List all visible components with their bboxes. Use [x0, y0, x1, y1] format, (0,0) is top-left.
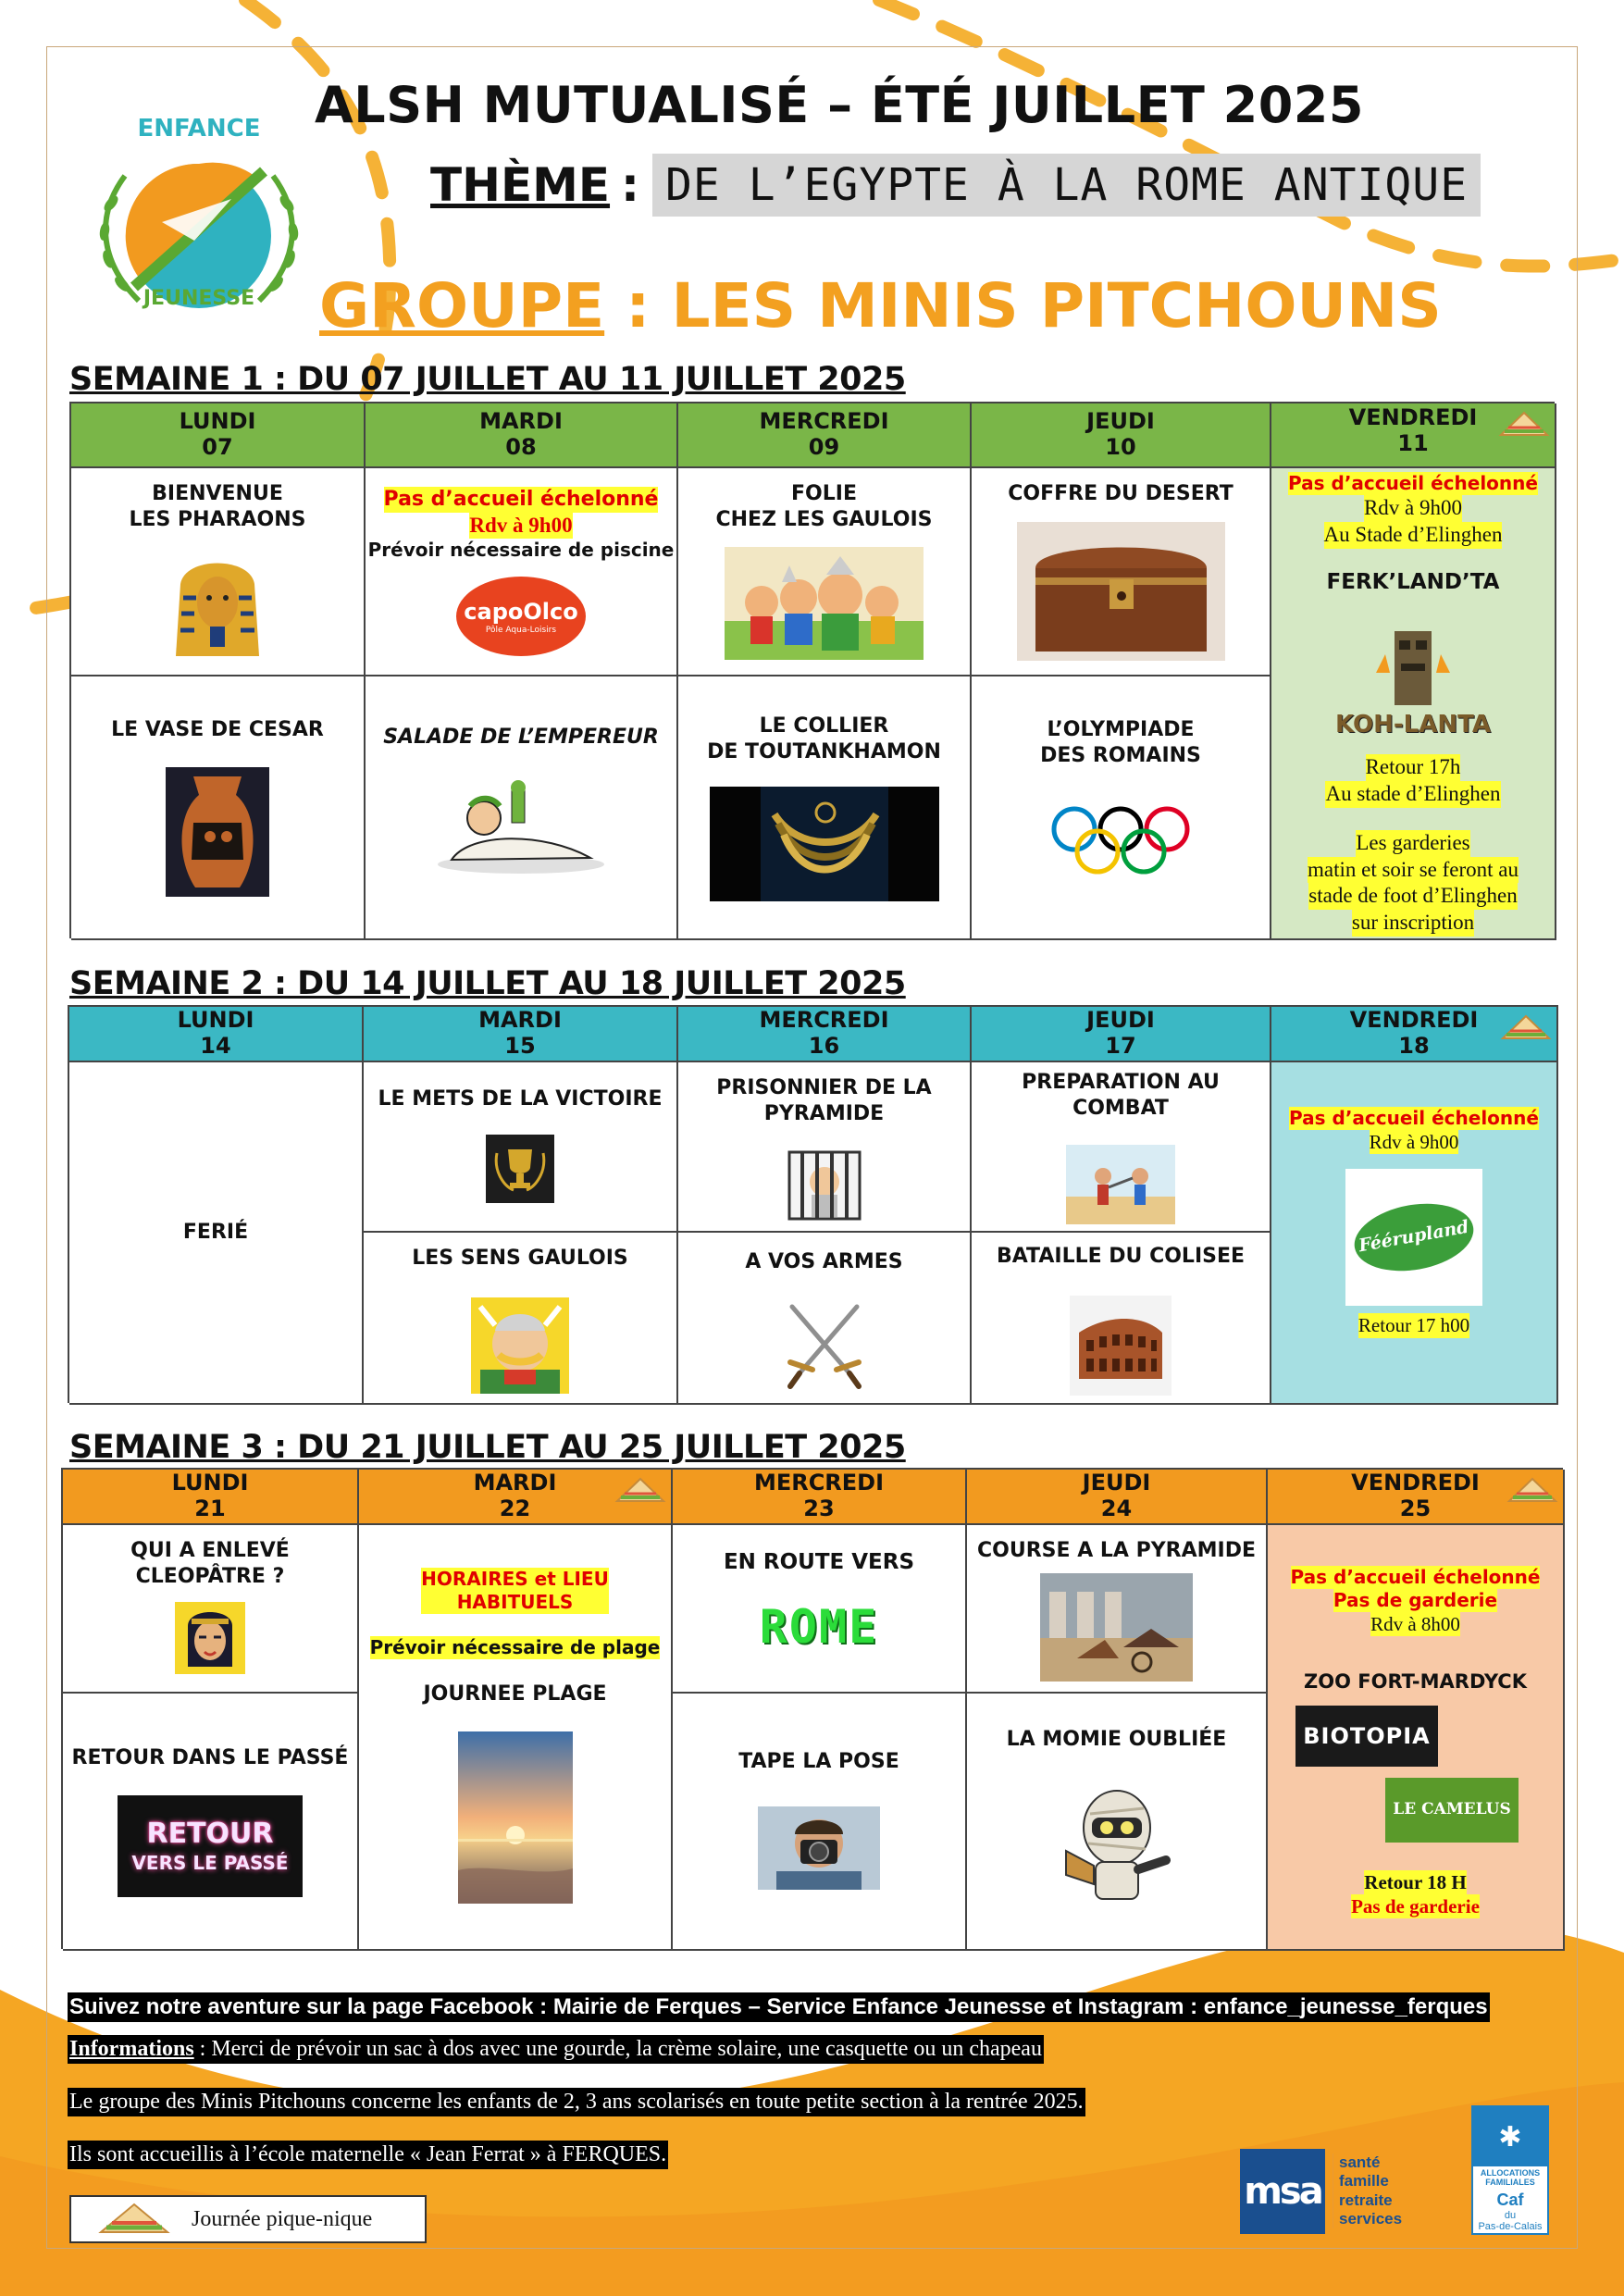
day-header-jeudi: JEUDI 10: [972, 403, 1271, 468]
logo-bottom-text: JEUNESSE: [143, 287, 255, 310]
picnic-sandwich-icon: [95, 2199, 173, 2240]
activity-title: PREPARATION AU COMBAT: [1022, 1071, 1220, 1120]
day-header-jeudi: JEUDI 17: [972, 1007, 1271, 1062]
asterix-icon: [471, 1297, 569, 1394]
activity-cell: [71, 676, 366, 940]
caf-logo: [1471, 2105, 1549, 2235]
friday-cell-week2: [1271, 1062, 1558, 1405]
caf-du: du: [1504, 2209, 1517, 2221]
activity-title: PRISONNIER DE LA PYRAMIDE: [716, 1076, 932, 1125]
activity-cell: [967, 1525, 1268, 1694]
activity-cell: [972, 468, 1271, 676]
activity-title: QUI A ENLEVÉ CLEOPÂTRE ?: [130, 1539, 290, 1588]
week1-table: [69, 402, 1555, 938]
main-title: ALSH MUTUALISÉ – ÉTÉ JUILLET 2025: [315, 76, 1364, 134]
olympic-rings-icon: [1050, 805, 1191, 875]
informations-line: [68, 2035, 1044, 2064]
capoolco-logo: capoOlco Pôle Aqua-Loisirs: [456, 577, 586, 656]
activity-cell: [678, 1233, 972, 1405]
cleopatra-icon: [175, 1602, 245, 1674]
colosseum-icon: [1070, 1296, 1172, 1396]
day-header-vendredi: VENDREDI 11: [1271, 403, 1556, 468]
treasure-chest-icon: [1017, 522, 1225, 661]
note-accueil: Pas d’accueil échelonné: [383, 488, 659, 511]
friday-garderie-4: sur inscription: [1352, 910, 1474, 937]
activity-cell: [972, 676, 1271, 940]
activity-title: LE VASE DE CESAR: [111, 718, 324, 741]
msa-tagline: santé famille retraite services: [1333, 2153, 1402, 2229]
totem-icon: [1371, 627, 1455, 710]
friday-retour: Retour 17 h00: [1357, 1314, 1470, 1337]
photographer-icon: [758, 1806, 880, 1890]
feerupland-logo: Féérupland: [1345, 1169, 1482, 1306]
activity-title: COURSE A LA PYRAMIDE: [977, 1539, 1256, 1562]
gaulois-illustration-icon: [725, 547, 924, 660]
friday-note-garderie: Pas de garderie: [1333, 1589, 1498, 1611]
activity-cell: [71, 468, 366, 676]
activity-cell: [364, 1062, 678, 1233]
day-header-mardi: MARDI 22: [359, 1470, 673, 1525]
activity-cell: [63, 1694, 359, 1951]
caf-allocations: ALLOCATIONS FAMILIALES: [1480, 2168, 1541, 2187]
activity-title: LA MOMIE OUBLIÉE: [1006, 1728, 1227, 1751]
day-header-lundi: LUNDI 07: [71, 403, 366, 468]
day-header-mardi: MARDI 15: [364, 1007, 678, 1062]
friday-retour-lieu: Au stade d’Elinghen: [1325, 781, 1500, 808]
emperor-salad-icon: [433, 776, 609, 878]
day-header-mercredi: MERCREDI 23: [673, 1470, 967, 1525]
activity-cell-mardi: [366, 468, 678, 676]
friday-retour: Retour 17h: [1366, 754, 1461, 781]
activity-title: BATAILLE DU COLISEE: [996, 1245, 1246, 1268]
group-label: GROUPE: [319, 270, 605, 341]
group-age-line: Le groupe des Minis Pitchouns concerne les enfants de 2, 3 ans scolarisés en toute petite section à la rentrée 2025.: [68, 2088, 1085, 2116]
horaires-note: HORAIRES et LIEU HABITUELS: [421, 1568, 609, 1613]
caf-name: Caf: [1496, 2190, 1524, 2209]
chariot-race-icon: [1040, 1573, 1193, 1682]
activity-cell: [673, 1694, 967, 1951]
activity-title: EN ROUTE VERS: [723, 1550, 915, 1574]
logo-top-text: ENFANCE: [137, 115, 261, 143]
mummy-icon: [1057, 1777, 1177, 1906]
group-value: : LES MINIS PITCHOUNS: [604, 270, 1442, 341]
day-header-vendredi: VENDREDI 25: [1268, 1470, 1565, 1525]
activity-title: COFFRE DU DESERT: [1008, 482, 1233, 505]
prisoner-icon: [787, 1150, 862, 1221]
day-header-jeudi: JEUDI 24: [967, 1470, 1268, 1525]
friday-cell-week1: [1271, 468, 1556, 940]
picnic-sandwich-icon: [1499, 1012, 1553, 1044]
beach-sunset-icon: [458, 1731, 573, 1904]
beach-day-cell: [359, 1525, 673, 1951]
friday-garderie-1: Les garderies: [1356, 830, 1469, 857]
social-media-banner: Suivez notre aventure sur la page Facebook : Mairie de Ferques – Service Enfance Jeunesse et Instagram : enfance_jeunesse_ferques: [68, 1992, 1490, 2022]
friday-title: FERK’LAND’TA: [1326, 569, 1500, 594]
week3-title: SEMAINE 3 : DU 21 JUILLET AU 25 JUILLET 2025: [69, 1429, 906, 1466]
day-header-lundi: LUNDI 21: [63, 1470, 359, 1525]
week2-title: SEMAINE 2 : DU 14 JUILLET AU 18 JUILLET 2025: [69, 965, 906, 1002]
day-header-lundi: LUNDI 14: [69, 1007, 364, 1062]
biotopia-logo: BIOTOPIA: [1295, 1706, 1438, 1767]
activity-cell: [673, 1525, 967, 1694]
activity-title: SALADE DE L’EMPEREUR: [383, 726, 659, 749]
day-header-mardi: MARDI 08: [366, 403, 678, 468]
friday-retour: Retour 18 H: [1364, 1870, 1467, 1893]
picnic-sandwich-icon: [1497, 409, 1551, 441]
friday-no-garderie: Pas de garderie: [1351, 1894, 1480, 1917]
msa-mark: msa: [1240, 2149, 1325, 2234]
legend-box: [69, 2195, 427, 2243]
picnic-sandwich-icon: [614, 1475, 667, 1507]
theme-colon: :: [621, 158, 640, 212]
legend-label: Journée pique-nique: [192, 2206, 373, 2231]
week1-title: SEMAINE 1 : DU 07 JUILLET AU 11 JUILLET 2025: [69, 361, 906, 398]
greek-vase-icon: [166, 767, 269, 897]
friday-note-accueil: Pas d’accueil échelonné: [1288, 472, 1538, 494]
activity-cell: [678, 676, 972, 940]
friday-note-accueil: Pas d’accueil échelonné: [1290, 1566, 1541, 1588]
crossed-swords-icon: [783, 1299, 866, 1390]
activity-title: A VOS ARMES: [745, 1250, 903, 1273]
holiday-label: FERIÉ: [182, 1221, 249, 1245]
activity-title: LE METS DE LA VICTOIRE: [378, 1087, 663, 1111]
caf-emblem-icon: ✱: [1473, 2107, 1547, 2166]
activity-title: LE COLLIER DE TOUTANKHAMON: [707, 714, 941, 763]
friday-garderie-3: stade de foot d’Elinghen: [1308, 883, 1517, 910]
informations-label: Informations: [69, 2037, 194, 2061]
rome-word-icon: ROME: [759, 1599, 879, 1654]
week3-table: [61, 1468, 1563, 1949]
plage-note: Prévoir nécessaire de plage: [369, 1636, 661, 1658]
note-piscine: Prévoir nécessaire de piscine: [367, 539, 675, 562]
friday-rdv: Rdv à 9h00: [1364, 495, 1462, 522]
school-line: Ils sont accueillis à l’école maternelle « Jean Ferrat » à FERQUES.: [68, 2141, 668, 2169]
egyptian-necklace-icon: [710, 787, 939, 901]
theme-value: DE L’EGYPTE À LA ROME ANTIQUE: [652, 154, 1481, 217]
day-header-mercredi: MERCREDI 16: [678, 1007, 972, 1062]
holiday-cell: [69, 1062, 364, 1405]
activity-cell: [678, 468, 972, 676]
theme-label: THÈME: [430, 158, 611, 212]
theme-row: [430, 143, 1481, 227]
activity-title: L’OLYMPIADE DES ROMAINS: [1040, 718, 1201, 767]
msa-logo: [1240, 2147, 1425, 2235]
friday-cell-week3: [1268, 1525, 1565, 1951]
activity-title: BIENVENUE LES PHARAONS: [129, 482, 306, 531]
friday-rdv: Rdv à 8h00: [1370, 1613, 1460, 1635]
activity-cell: [364, 1233, 678, 1405]
activity-title: RETOUR DANS LE PASSÉ: [71, 1746, 349, 1769]
friday-rdv: Rdv à 9h00: [1369, 1131, 1459, 1153]
activity-title: TAPE LA POSE: [738, 1750, 899, 1773]
activity-title: LES SENS GAULOIS: [412, 1247, 628, 1270]
picnic-sandwich-icon: [1506, 1475, 1559, 1507]
caf-department: Pas-de-Calais: [1478, 2220, 1543, 2232]
friday-note-accueil: Pas d’accueil échelonné: [1289, 1107, 1539, 1129]
friday-garderie-2: matin et soir se feront au: [1308, 857, 1519, 884]
beach-day-title: JOURNEE PLAGE: [423, 1682, 607, 1706]
activity-cell: [366, 676, 678, 940]
activity-cell: [972, 1233, 1271, 1405]
group-title: [319, 270, 1442, 341]
gladiator-training-icon: [1066, 1145, 1175, 1224]
activity-cell: [972, 1062, 1271, 1233]
activity-cell: [678, 1062, 972, 1233]
le-camelus-logo: LE CAMELUS: [1385, 1778, 1519, 1843]
friday-title: ZOO FORT-MARDYCK: [1304, 1670, 1527, 1694]
retour-vers-le-passe-logo: RETOUR VERS LE PASSÉ: [118, 1795, 303, 1897]
friday-lieu: Au Stade d’Elinghen: [1324, 522, 1503, 549]
enfance-jeunesse-logo: [83, 111, 315, 324]
pharaoh-mask-icon: [167, 547, 268, 656]
week2-table: [68, 1005, 1558, 1403]
trophy-icon: [486, 1135, 554, 1203]
day-header-vendredi: VENDREDI 18: [1271, 1007, 1558, 1062]
note-rdv: Rdv à 9h00: [469, 513, 572, 540]
koh-lanta-logo: KOH-LANTA: [1334, 610, 1492, 739]
activity-cell: [967, 1694, 1268, 1951]
activity-title: FOLIE CHEZ LES GAULOIS: [715, 482, 933, 531]
day-header-mercredi: MERCREDI 09: [678, 403, 972, 468]
informations-text: : Merci de prévoir un sac à dos avec une gourde, la crème solaire, une casquette ou un chapeau: [193, 2037, 1042, 2061]
activity-cell: [63, 1525, 359, 1694]
